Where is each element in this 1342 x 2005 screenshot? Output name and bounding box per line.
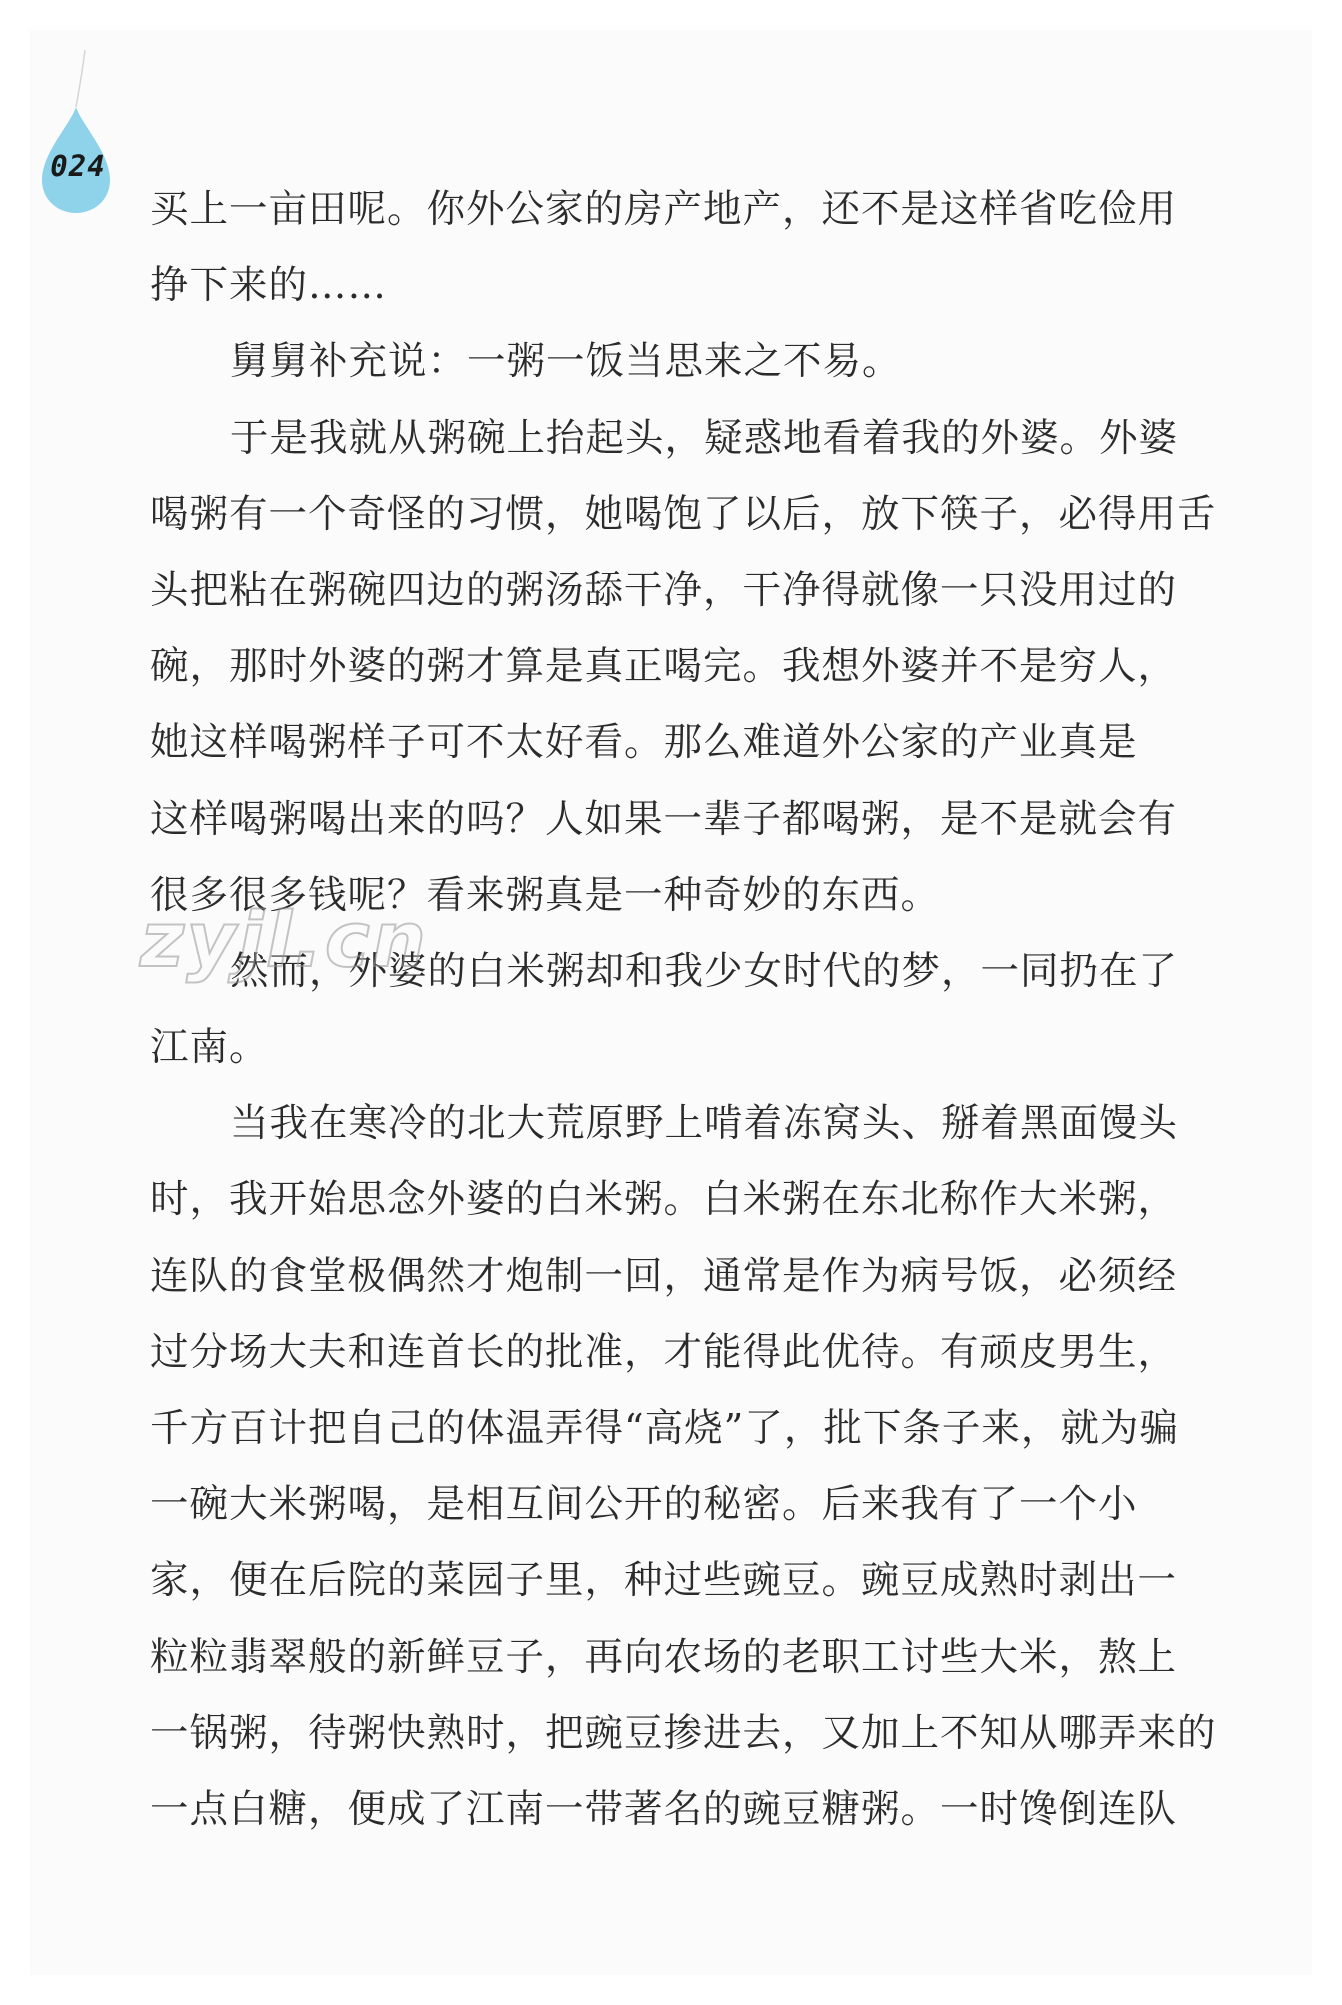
text-line: 连队的食堂极偶然才炮制一回，通常是作为病号饭，必须经 [150, 1253, 1178, 1299]
text-line: 粒粒翡翠般的新鲜豆子，再向农场的老职工讨些大米，熬上 [150, 1634, 1178, 1680]
text-line: 千方百计把自己的体温弄得“高烧”了，批下条子来，就为骗 [150, 1406, 1179, 1451]
text-line: 一锅粥，待粥快熟时，把豌豆掺进去，又加上不知从哪弄来的 [150, 1710, 1217, 1756]
text-line: 过分场大夫和连首长的批准，才能得此优待。有顽皮男生， [150, 1329, 1178, 1375]
page-number-badge [38, 45, 114, 215]
text-line: 家，便在后院的菜园子里，种过些豌豆。豌豆成熟时剥出一 [150, 1558, 1178, 1604]
text-line: 买上一亩田呢。你外公家的房产地产，还不是这样省吃俭用 [150, 187, 1178, 232]
text-line: 当我在寒冷的北大荒原野上啃着冻窝头、掰着黑面馒头 [230, 1101, 1179, 1147]
text-line: 然而，外婆的白米粥却和我少女时代的梦，一同扔在了 [230, 948, 1179, 994]
text-line: 喝粥有一个奇怪的习惯，她喝饱了以后，放下筷子，必得用舌 [150, 491, 1217, 537]
text-line: 于是我就从粥碗上抬起头，疑惑地看着我的外婆。外婆 [230, 415, 1179, 461]
body-text [150, 172, 1217, 1848]
text-line: 挣下来的…… [150, 263, 388, 309]
text-line: 一点白糖，便成了江南一带著名的豌豆糖粥。一时馋倒连队 [150, 1786, 1178, 1832]
text-line: 时，我开始思念外婆的白米粥。白米粥在东北称作大米粥， [150, 1177, 1178, 1223]
text-line: 这样喝粥喝出来的吗？人如果一辈子都喝粥，是不是就会有 [150, 796, 1178, 842]
text-line: 她这样喝粥样子可不太好看。那么难道外公家的产业真是 [150, 720, 1138, 766]
text-line: 很多很多钱呢？看来粥真是一种奇妙的东西。 [150, 872, 941, 918]
text-line: 头把粘在粥碗四边的粥汤舔干净，干净得就像一只没用过的 [150, 567, 1178, 613]
text-line: 舅舅补充说：一粥一饭当思来之不易。 [230, 339, 902, 385]
water-drop-icon [38, 45, 114, 215]
text-line: 碗，那时外婆的粥才算是真正喝完。我想外婆并不是穷人， [150, 644, 1178, 690]
page-number: 024 [50, 149, 106, 183]
text-line: 江南。 [150, 1025, 269, 1071]
text-line: 一碗大米粥喝，是相互间公开的秘密。后来我有了一个小 [150, 1482, 1138, 1528]
